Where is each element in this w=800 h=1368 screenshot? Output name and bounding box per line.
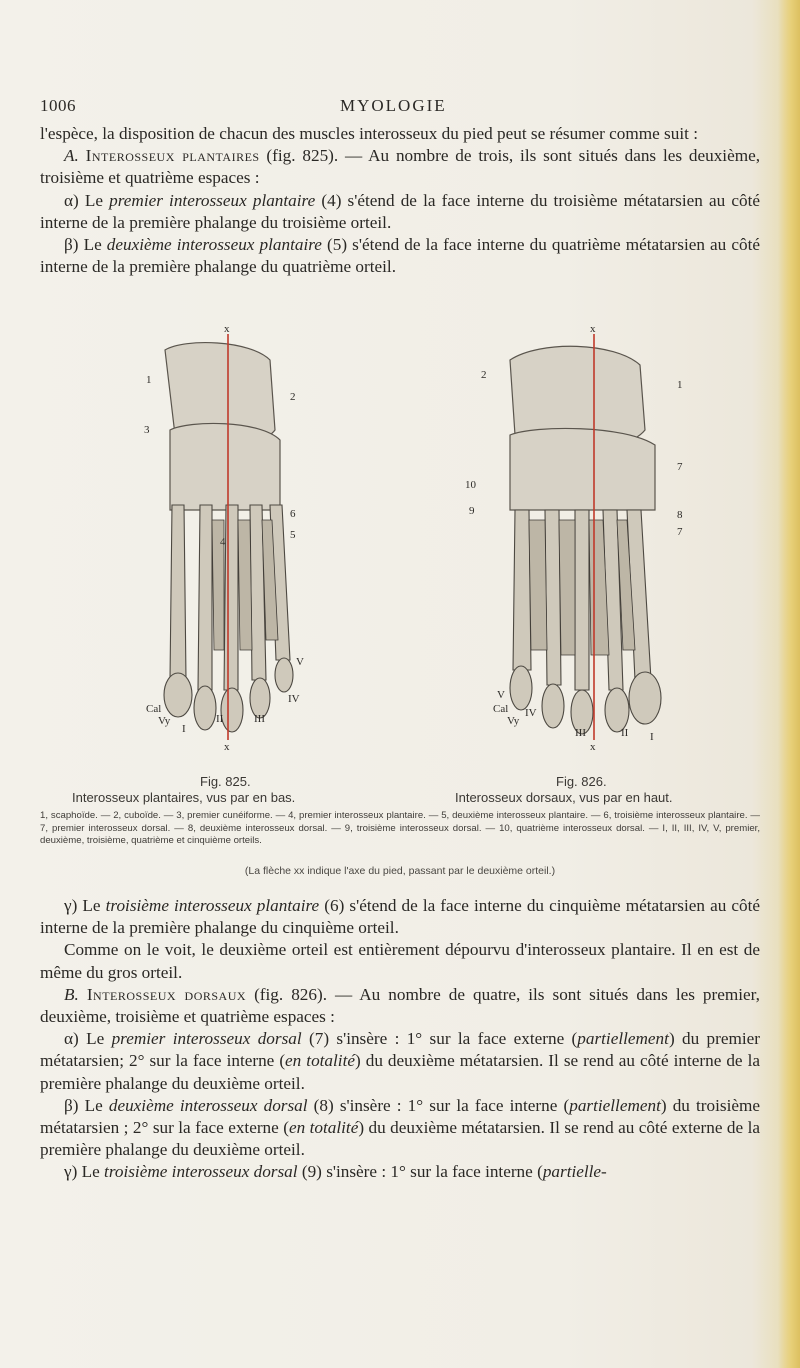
section-a-alpha: α) Le premier interosseux plantaire (4) s'étend de la face interne du troisième métatarsien au côté interne de la première phalange du troisième orteil. [40, 190, 760, 232]
label-1: 1 [146, 374, 152, 386]
axis-label-top: x [590, 323, 596, 335]
running-head: MYOLOGIE [340, 96, 447, 115]
section-b-alpha: α) Le premier interosseux dorsal (7) s'insère : 1° sur la face externe (partiellement) du premier métatarsien; 2° sur la face interne (en totalité) du deuxième métatarsien. Il se rend au côté interne de la première phalange du deuxième orteil. [40, 1029, 761, 1093]
toe-label-IV: IV [288, 693, 300, 705]
intro-paragraph: l'espèce, la disposition de chacun des muscles interosseux du pied peut se résumer comme suit : [40, 124, 698, 143]
toe-label-I: I [182, 723, 186, 735]
signature-cal: Cal [493, 703, 509, 715]
fig-826-number: Fig. 826. [556, 774, 607, 789]
label-5: 5 [290, 529, 296, 541]
section-a-heading: Interosseux plantaires [85, 146, 260, 166]
muscle-name: deuxième interosseux dorsal [108, 1095, 308, 1115]
label-8: 8 [677, 509, 683, 521]
label-7: 7 [677, 526, 683, 538]
label-3: 3 [144, 424, 150, 436]
muscle-name: premier interosseux dorsal [111, 1029, 302, 1049]
label-9: 9 [469, 505, 475, 517]
axis-label-bottom: x [224, 741, 230, 753]
label-2: 2 [481, 369, 487, 381]
toe-label-II: II [621, 727, 629, 739]
muscle-name: deuxième interosseux plantaire [106, 235, 322, 255]
gilt-page-edge [778, 0, 800, 1368]
top-text-block [40, 123, 760, 278]
label-6: 6 [290, 508, 296, 520]
signature-cal: Cal [146, 703, 162, 715]
comme-paragraph: Comme on le voit, le deuxième orteil est entièrement dépourvu d'interosseux plantaire. Il en est de même du gros orteil. [40, 940, 760, 982]
toe-label-III: III [254, 713, 265, 725]
toe-label-II: II [216, 713, 224, 725]
signature-vy: Vy [507, 715, 520, 727]
fig-826-caption: Interosseux dorsaux, vus par en haut. [455, 790, 673, 805]
label-7-top: 7 [677, 461, 683, 473]
muscle-name: troisième interosseux plantaire [105, 896, 320, 915]
axis-label-top: x [224, 323, 230, 335]
section-a-ref: (fig. 825). — Au nombre de trois, ils sont situés dans les deuxième, troisième et quatrième espaces : [40, 146, 761, 188]
section-a-beta: β) Le deuxième interosseux plantaire (5) s'étend de la face interne du quatrième métatarsien au côté interne de la première phalange du quatrième orteil. [40, 235, 760, 277]
section-a-gamma: γ) Le troisième interosseux plantaire (6) s'étend de la face interne du cinquième métatarsien au côté interne de la première phalange du cinquième orteil. [40, 896, 761, 938]
section-a-letter: A. [64, 146, 79, 166]
toe-label-III: III [575, 727, 586, 739]
section-b-heading-paragraph [40, 984, 760, 1028]
section-b-gamma: γ) Le troisième interosseux dorsal (9) s'insère : 1° sur la face interne (partielle- [64, 1162, 607, 1182]
figure-826-illustration [455, 320, 695, 760]
toe-label-I: I [650, 731, 654, 743]
toe-label-V: V [497, 689, 505, 701]
figure-legend: 1, scaphoïde. — 2, cuboïde. — 3, premier cunéiforme. — 4, premier interosseux plantaire. — 5, deuxième interosseux plantaire. — 6, troisième interosseux plantaire. — 7, premier interosseux dorsal. — 8, deuxième interosseux dorsal. — 9, troisième interosseux dorsal. — 10, quatrième interosseux dorsal. — I, II, III, IV, V, premier, deuxième, troisième, quatrième et cinquième orteils. [40, 810, 760, 847]
section-b-heading: Interosseux dorsaux [86, 984, 247, 1004]
section-b-ref: (fig. 826). — Au nombre de quatre, ils sont situés dans les premier, deuxième, troisième et quatrième espaces : [40, 984, 760, 1027]
bottom-text-block [40, 895, 760, 1184]
fig-825-number: Fig. 825. [200, 774, 251, 789]
fig-825-caption: Interosseux plantaires, vus par en bas. [72, 790, 296, 805]
label-1: 1 [677, 379, 683, 391]
label-10: 10 [465, 479, 476, 491]
label-2: 2 [290, 391, 296, 403]
muscle-name: troisième interosseux dorsal [104, 1162, 298, 1182]
section-b-beta: β) Le deuxième interosseux dorsal (8) s'insère : 1° sur la face interne (partiellement) du troisième métatarsien ; 2° sur la face externe (en totalité) du deuxième métatarsien. Il se rend au côté externe de la première phalange du deuxième orteil. [40, 1095, 760, 1160]
muscle-name: premier interosseux plantaire [109, 190, 316, 210]
tarsal-bones [165, 343, 280, 510]
figure-825-illustration [140, 320, 320, 760]
section-b-letter: B. [64, 984, 79, 1004]
label-4: 4 [220, 536, 226, 548]
signature-vy: Vy [158, 715, 171, 727]
figure-axis-note: (La flèche xx indique l'axe du pied, passant par le deuxième orteil.) [244, 865, 556, 877]
section-a-heading-paragraph [40, 145, 760, 189]
page-number: 1006 [40, 96, 76, 115]
tarsal-bones [510, 346, 655, 510]
toe-label-IV: IV [525, 707, 537, 719]
toe-label-V: V [296, 656, 304, 668]
axis-label-bottom: x [590, 741, 596, 753]
